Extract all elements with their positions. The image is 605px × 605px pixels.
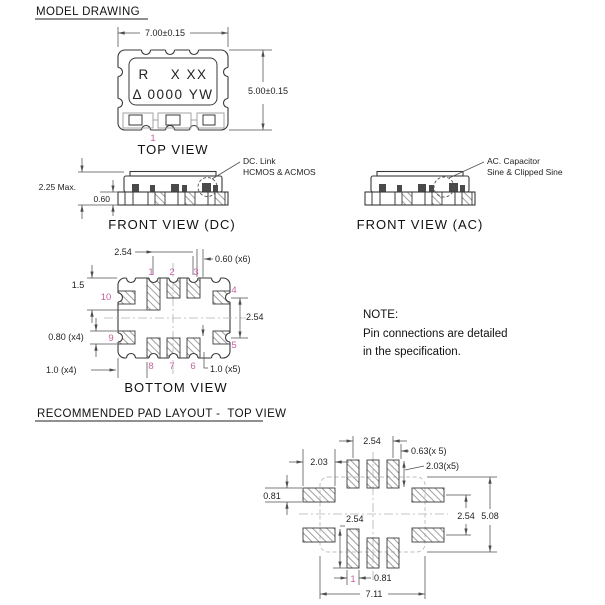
note-line3: in the specification. xyxy=(363,346,461,358)
ac-callout-line2: Sine & Clipped Sine xyxy=(487,167,563,177)
bv-pin-9: 9 xyxy=(108,333,114,344)
pl-pin1-label: 1 xyxy=(350,574,356,585)
pl-top-pitch-dim: 2.54 xyxy=(363,436,381,446)
front-view-ac xyxy=(357,156,563,232)
layout-pad-right-lower xyxy=(412,528,444,542)
top-view xyxy=(117,27,288,157)
layout-pad-bottom-1 xyxy=(347,529,359,568)
front-view-dc-title: FRONT VIEW (DC) xyxy=(108,217,236,232)
bv-top-pitch-dim: 2.54 xyxy=(114,247,132,257)
bv-pin-2: 2 xyxy=(169,267,175,278)
layout-pad-top-3 xyxy=(387,460,399,488)
top-view-width-dim: 7.00±0.15 xyxy=(145,28,185,38)
pl-pin1-pad-length-dim: 2.54 xyxy=(346,514,364,524)
bv-corner-left-dim: 1.0 (x4) xyxy=(46,365,77,375)
bv-side-pitch-dim: 2.54 xyxy=(246,312,264,322)
dc-height-dim: 2.25 Max. xyxy=(38,182,76,192)
bv-pin-1: 1 xyxy=(148,267,154,278)
pl-side-pad-height-dim: 0.81 xyxy=(263,491,281,501)
pl-pin1-offset-dim: 0.81 xyxy=(374,573,392,583)
front-view-ac-title: FRONT VIEW (AC) xyxy=(356,217,484,232)
bv-pad-width-dim: 0.60 (x6) xyxy=(215,254,251,264)
package-marking-line1: R X XX xyxy=(138,67,208,82)
pad-layout-section xyxy=(35,408,499,599)
layout-pad-top-2 xyxy=(367,460,379,488)
pl-overall-height-dim: 5.08 xyxy=(481,511,499,521)
page-title: MODEL DRAWING xyxy=(36,6,141,18)
bv-pin-8: 8 xyxy=(148,361,154,372)
ac-callout-line1: AC. Capacitor xyxy=(487,156,540,166)
layout-pad-left-lower xyxy=(303,528,335,542)
bv-pad1-length-dim: 1.5 xyxy=(71,280,85,290)
layout-pad-left-upper xyxy=(303,488,335,502)
pl-pad-length-dim: 2.03(x5) xyxy=(426,461,460,471)
pl-side-pitch-dim: 2.54 xyxy=(457,511,475,521)
pl-pad-width-dim: 0.63(x 5) xyxy=(411,446,447,456)
pl-overall-width-dim: 7.11 xyxy=(365,589,383,599)
top-view-pin1-label: 1 xyxy=(150,133,156,144)
bv-pin-7: 7 xyxy=(169,361,175,372)
drawing-title xyxy=(35,6,148,19)
bv-pin-4: 4 xyxy=(231,285,237,296)
layout-pad-bottom-2 xyxy=(367,538,379,568)
bv-pin-6: 6 xyxy=(190,361,196,372)
dc-callout-line2: HCMOS & ACMOS xyxy=(243,167,316,177)
bv-side-pad-height-dim: 0.80 (x4) xyxy=(48,332,84,342)
pl-side-pad-length-dim: 2.03 xyxy=(310,457,328,467)
front-view-dc xyxy=(39,156,316,232)
layout-pad-top-1 xyxy=(347,460,359,488)
bv-pin-5: 5 xyxy=(231,340,237,351)
pad-layout-title: RECOMMENDED PAD LAYOUT - TOP VIEW xyxy=(37,408,287,420)
package-marking-line2: Δ 0000 YW xyxy=(132,87,214,102)
note-line1: NOTE: xyxy=(363,309,399,321)
bv-corner-right-dim: 1.0 (x5) xyxy=(210,364,241,374)
note-block xyxy=(363,309,508,358)
note-line2: Pin connections are detailed xyxy=(363,328,508,340)
dc-callout-line1: DC. Link xyxy=(243,156,276,166)
top-view-height-dim: 5.00±0.15 xyxy=(248,86,288,96)
bottom-view xyxy=(46,247,264,395)
dc-base-dim: 0.60 xyxy=(93,194,110,204)
bottom-view-title: BOTTOM VIEW xyxy=(124,380,228,395)
top-view-title: TOP VIEW xyxy=(137,142,209,157)
layout-pad-right-upper xyxy=(412,488,444,502)
bv-pin-10: 10 xyxy=(100,292,112,303)
bv-pin-3: 3 xyxy=(193,267,199,278)
layout-pad-bottom-3 xyxy=(387,538,399,568)
